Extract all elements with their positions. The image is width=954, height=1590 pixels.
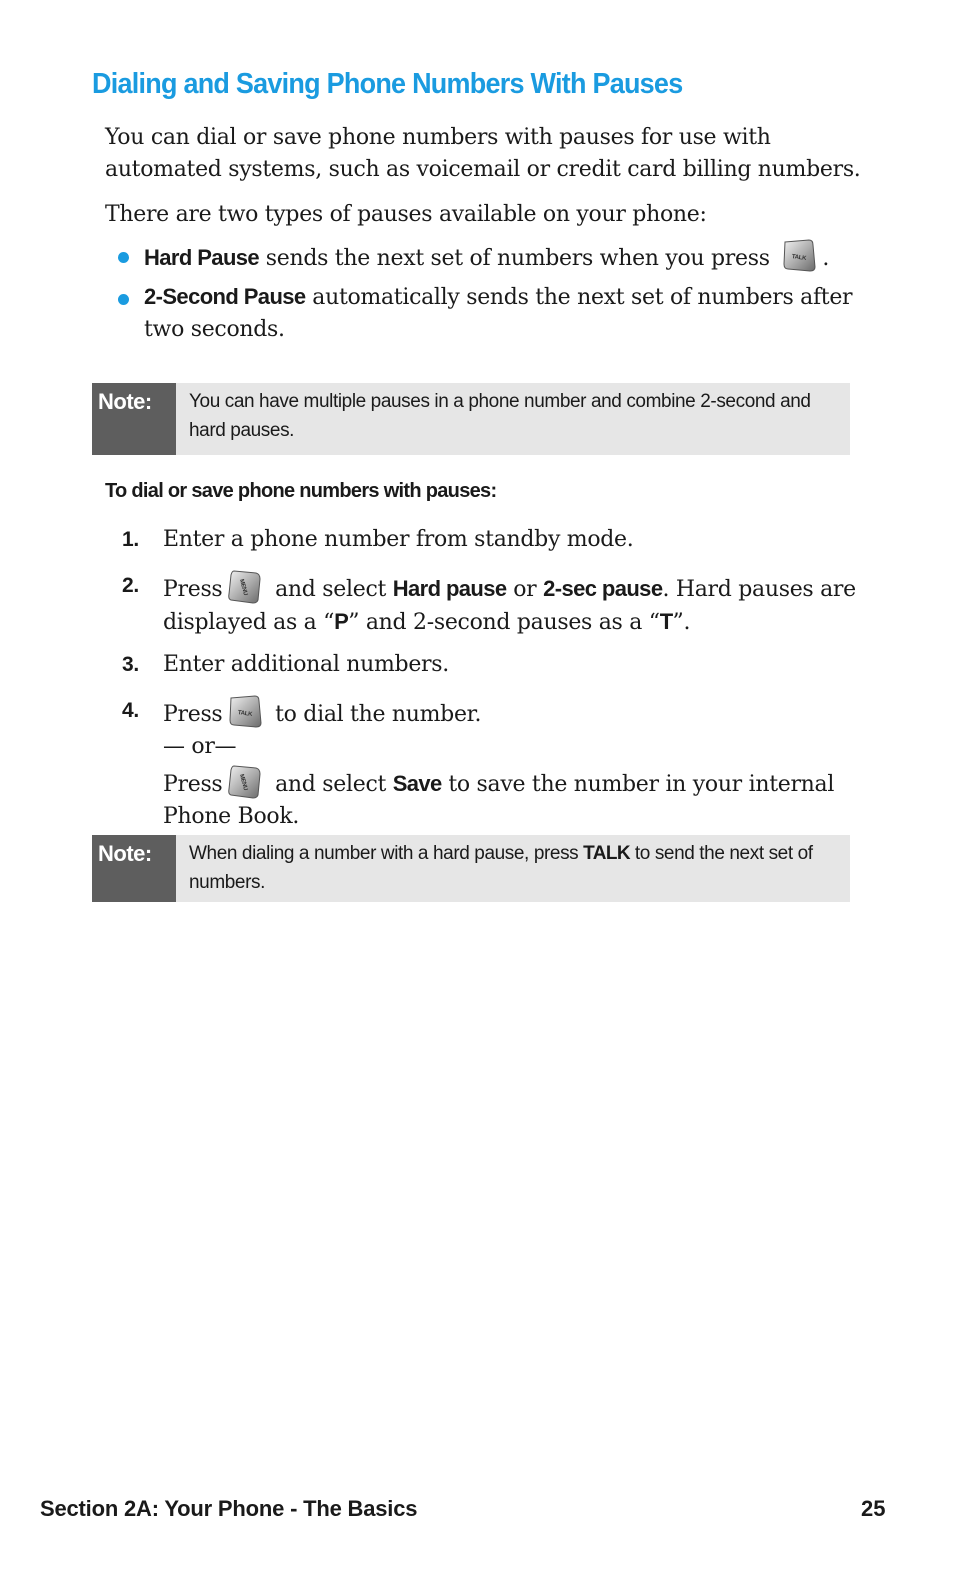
and-select-text: and select <box>268 772 393 797</box>
bullet-term: Hard Pause <box>144 245 260 270</box>
or-separator: — or— <box>163 734 237 759</box>
note-text-before: When dialing a number with a hard pause, press <box>189 843 584 864</box>
svg-text:TALK: TALK <box>791 254 807 262</box>
svg-text:MENU: MENU <box>238 578 249 596</box>
step-number: 2. <box>122 574 139 597</box>
or-text: or <box>506 577 544 602</box>
menu-key-icon <box>228 765 262 799</box>
note-box <box>92 835 850 902</box>
step-text <box>163 695 878 833</box>
types-intro: There are two types of pauses available on your phone: <box>105 202 707 227</box>
press-text: Press <box>163 702 223 727</box>
bullet-term: 2-Second Pause <box>144 284 306 309</box>
step-number: 3. <box>122 653 139 676</box>
bullet-icon <box>118 252 129 263</box>
option-hard-pause: Hard pause <box>392 576 507 601</box>
talk-key-icon <box>782 239 816 273</box>
page-title: Dialing and Saving Phone Numbers With Pauses <box>92 68 683 100</box>
press-text: Press <box>163 772 223 797</box>
svg-text:TALK: TALK <box>237 710 253 718</box>
step-text-rest: to save the number in your internal Phone Book. <box>163 772 835 829</box>
and-select-text: and select <box>268 577 393 602</box>
bullet-icon <box>118 294 129 305</box>
step-text-rest: ” and 2-second pauses as a “ <box>348 610 660 635</box>
step-number: 4. <box>122 699 139 722</box>
pause-symbol-t: T <box>659 609 673 634</box>
talk-key-label: TALK <box>583 843 631 864</box>
press-text: Press <box>163 577 223 602</box>
footer-section: Section 2A: Your Phone - The Basics <box>40 1496 418 1521</box>
step-number: 1. <box>122 528 139 551</box>
talk-key-icon <box>228 695 262 729</box>
note-label: Note: <box>92 383 176 455</box>
step-text-rest: ”. <box>672 610 691 635</box>
bullet-text: automatically sends the next set of numbers after two seconds. <box>144 285 853 342</box>
page-number: 25 <box>861 1496 886 1521</box>
svg-text:MENU: MENU <box>238 773 249 791</box>
step-text: Enter a phone number from standby mode. <box>163 527 634 552</box>
procedure-heading: To dial or save phone numbers with pauses: <box>105 480 497 502</box>
note-box <box>92 383 850 455</box>
note-text: You can have multiple pauses in a phone number and combine 2-second and hard pauses. <box>189 391 811 441</box>
intro-paragraph: You can dial or save phone numbers with pauses for use with automated systems, such as voicemail or credit card billing numbers. <box>105 125 861 182</box>
step-text <box>163 570 878 639</box>
note-text-after: to send the next set of numbers. <box>189 843 813 893</box>
dial-text: to dial the number. <box>268 702 482 727</box>
bullet-text-after: . <box>822 246 830 271</box>
note-label: Note: <box>92 835 176 902</box>
option-save: Save <box>392 771 442 796</box>
bullet-text: sends the next set of numbers when you press <box>259 246 777 271</box>
step-text: Enter additional numbers. <box>163 652 449 677</box>
note-text <box>176 835 850 902</box>
pause-symbol-p: P <box>334 609 349 634</box>
menu-key-icon <box>228 570 262 604</box>
option-2-sec-pause: 2-sec pause <box>543 576 663 601</box>
step-text-rest: . Hard pauses are displayed as a “ <box>163 577 856 635</box>
